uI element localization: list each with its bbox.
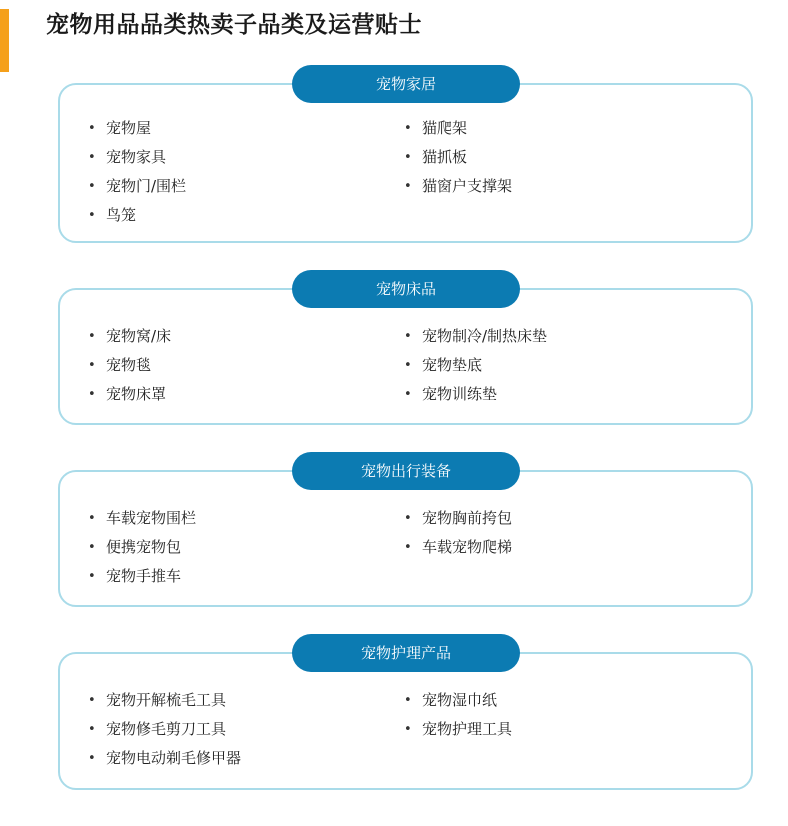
list-item: • 宠物床罩 [88,380,171,409]
list-item: • 宠物手推车 [88,562,196,591]
list-item: • 宠物窝/床 [88,322,171,351]
list-item: • 猫爬架 [404,114,512,143]
section-pet-care [58,634,753,790]
left-item-list [88,686,241,773]
title-accent-bar [0,9,9,72]
list-item: • 猫窗户支撑架 [404,172,512,201]
list-item: • 车载宠物爬梯 [404,533,512,562]
left-item-list [88,114,186,230]
section-header: 宠物护理产品 [292,634,520,672]
list-item: • 车载宠物围栏 [88,504,196,533]
left-item-list [88,322,171,409]
section-pet-travel [58,452,753,607]
list-item: • 宠物制冷/制热床垫 [404,322,547,351]
list-item: • 宠物训练垫 [404,380,547,409]
list-item: • 宠物毯 [88,351,171,380]
right-item-list [404,114,512,201]
list-item: • 猫抓板 [404,143,512,172]
page-title: 宠物用品品类热卖子品类及运营贴士 [46,12,422,38]
section-header: 宠物床品 [292,270,520,308]
list-item: • 便携宠物包 [88,533,196,562]
section-pet-bedding [58,270,753,425]
list-item: • 鸟笼 [88,201,186,230]
list-item: • 宠物电动剃毛修甲器 [88,744,241,773]
list-item: • 宠物修毛剪刀工具 [88,715,241,744]
list-item: • 宠物胸前挎包 [404,504,512,533]
list-item: • 宠物门/围栏 [88,172,186,201]
list-item: • 宠物家具 [88,143,186,172]
list-item: • 宠物护理工具 [404,715,512,744]
list-item: • 宠物垫底 [404,351,547,380]
right-item-list [404,322,547,409]
section-header: 宠物家居 [292,65,520,103]
section-header: 宠物出行装备 [292,452,520,490]
section-pet-home [58,65,753,243]
right-item-list [404,504,512,562]
list-item: • 宠物开解梳毛工具 [88,686,241,715]
right-item-list [404,686,512,744]
left-item-list [88,504,196,591]
list-item: • 宠物湿巾纸 [404,686,512,715]
list-item: • 宠物屋 [88,114,186,143]
